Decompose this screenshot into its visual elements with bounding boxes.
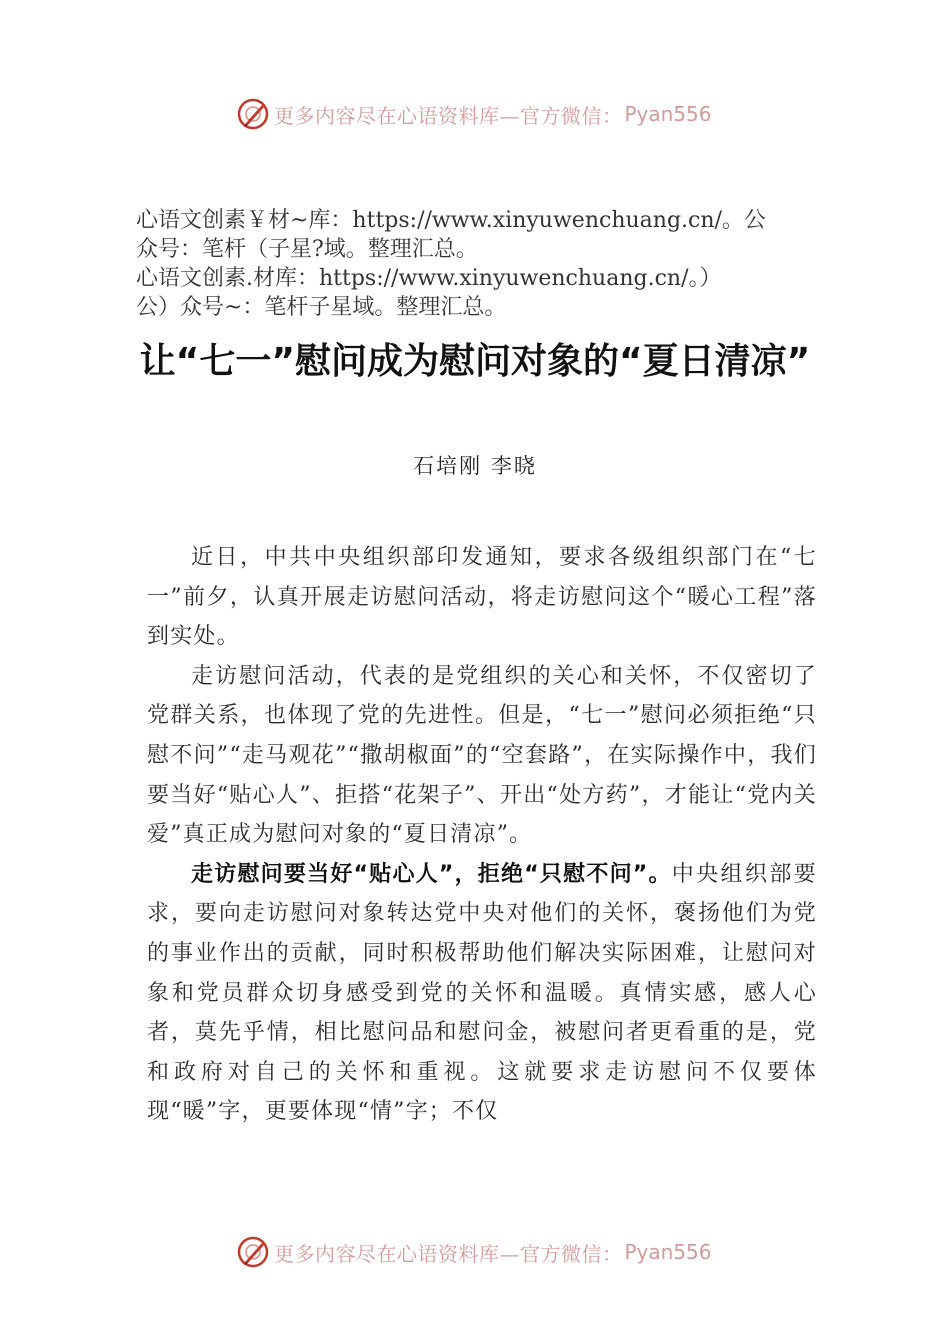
notice-line: 众号：笔杆（子星?域。整理汇总。 (136, 237, 478, 262)
notice-line: 公）众号~：笔杆子星域。整理汇总。 (136, 295, 507, 320)
article-author: 石培刚 李晓 (413, 454, 537, 478)
header-watermark (236, 94, 712, 134)
wechat-id: Pyan556 (624, 1240, 712, 1264)
notice-line: 心语文创素.材库：https://www.xinyuwenchuang.cn/。） (136, 266, 722, 291)
footer-watermark (236, 1232, 712, 1272)
source-notice (136, 206, 826, 322)
paragraph-text: 近日，中共中央组织部印发通知，要求各级组织部门在“七一”前夕，认真开展走访慰问活动，将走访慰问这个“暖心工程”落到实处。 (147, 545, 817, 650)
article-title: 让“七一”慰问成为慰问对象的“夏日清凉” (139, 341, 811, 382)
paragraph-lead: 走访慰问要当好“贴心人”，拒绝“只慰不问”。 (191, 861, 672, 887)
watermark-text: 更多内容尽在心语资料库—官方微信： (274, 103, 623, 128)
paragraph (147, 657, 817, 855)
paragraph-text: 走访慰问活动，代表的是党组织的关心和关怀，不仅密切了党群关系，也体现了党的先进性。但是，“七一”慰问必须拒绝“只慰不问”“走马观花”“撒胡椒面”的“空套路”，在实际操作中，我们要当好“贴心人”、拒搭“花架子”、开出“处方药”，才能让“党内关爱”真正成为慰问对象的“夏日清凉”。 (147, 663, 817, 848)
pen-logo-icon (236, 1235, 270, 1269)
paragraph (147, 538, 817, 657)
article-body (147, 538, 817, 1132)
paragraph-text: 中央组织部要求，要向走访慰问对象转达党中央对他们的关怀，褒扬他们为党的事业作出的贡献，同时积极帮助他们解决实际困难，让慰问对象和党员群众切身感受到党的关怀和温暖。真情实感，感人心者，莫先乎情，相比慰问品和慰问金，被慰问者更看重的是，党和政府对自己的关怀和重视。这就要求走访慰问不仅要体现“暖”字，更要体现“情”字；不仅 (147, 861, 818, 1125)
paragraph (147, 855, 817, 1132)
wechat-id: Pyan556 (624, 102, 712, 126)
notice-line: 心语文创素￥材~库：https://www.xinyuwenchuang.cn/。公 (136, 208, 766, 233)
watermark-text: 更多内容尽在心语资料库—官方微信： (274, 1241, 623, 1266)
pen-logo-icon (236, 97, 270, 131)
